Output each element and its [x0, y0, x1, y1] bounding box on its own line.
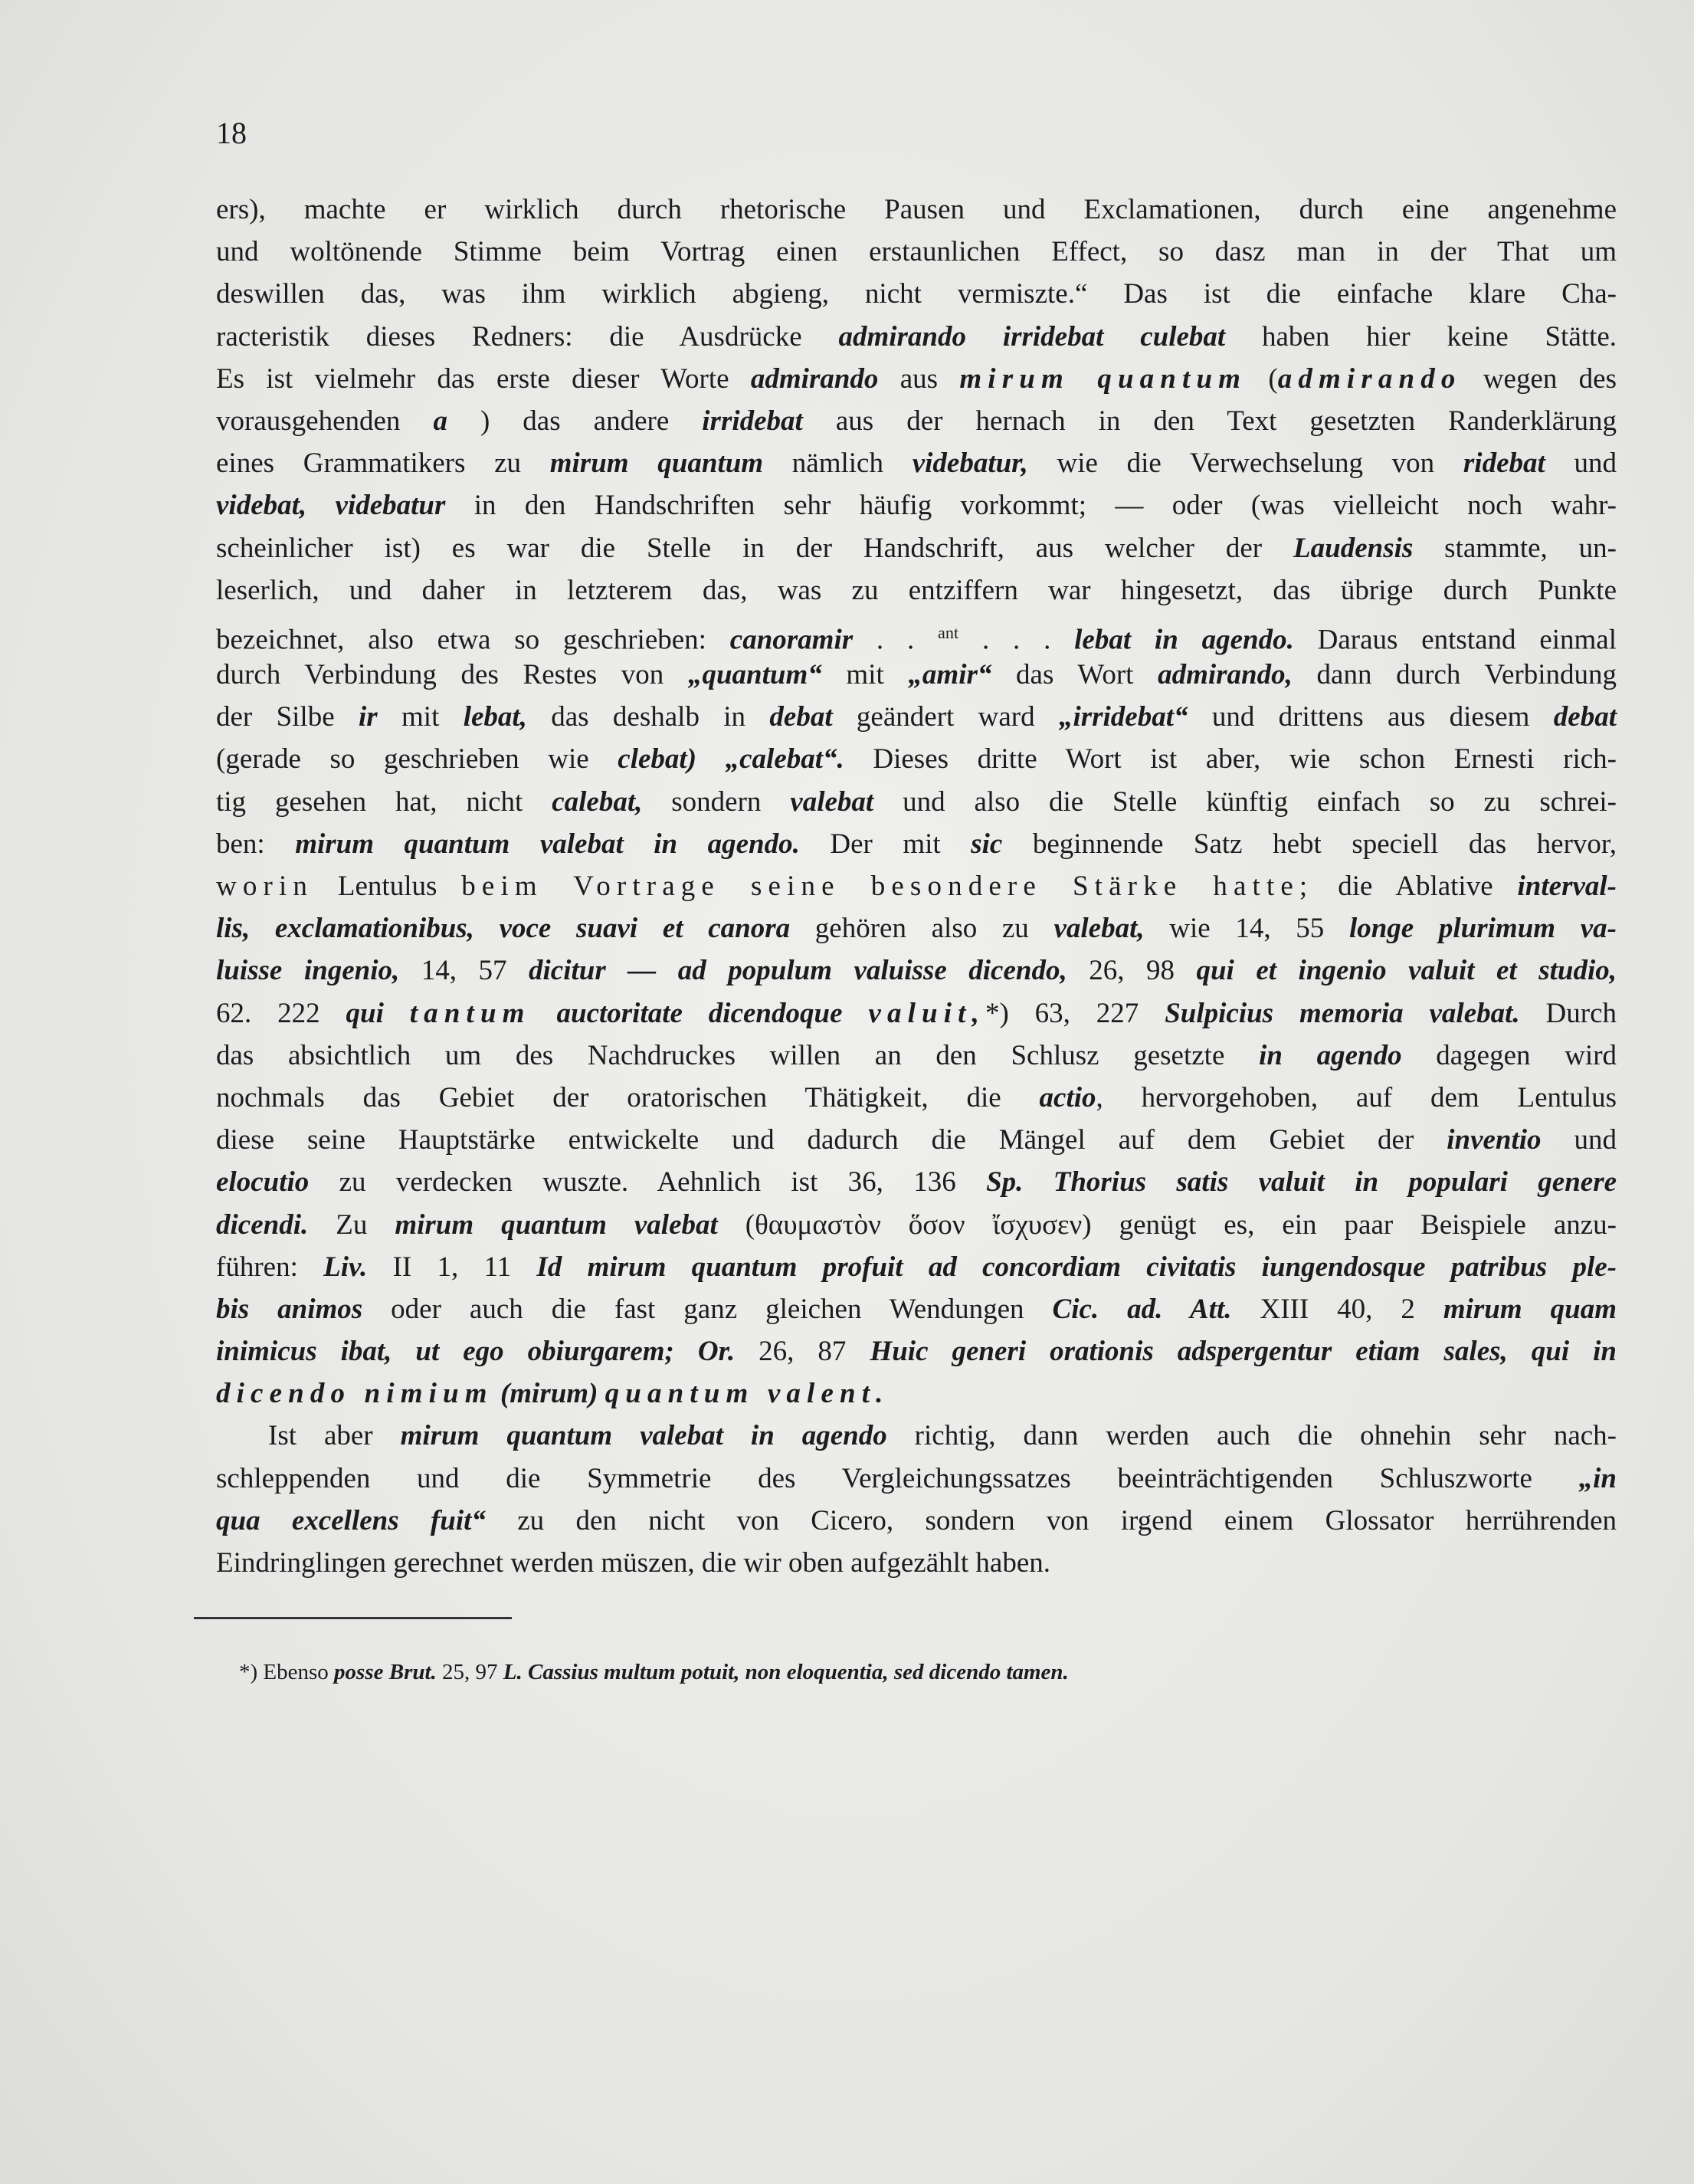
- italic-text-run: Or.: [697, 1336, 736, 1368]
- italic-text-run: debat: [1553, 701, 1617, 733]
- text-run: bezeichnet, also etwa so geschrieben:: [216, 624, 730, 656]
- italic-text-run: ir: [358, 701, 378, 733]
- text-run: (θαυμαστὸν ὅσον ἴσχυσεν) genügt es, ein paar Beispiele anzu-: [717, 1208, 1617, 1241]
- italic-text-run: a: [433, 405, 447, 437]
- text-run: schleppenden und die Symmetrie des Vergleichungssatzes beeinträchtigenden Schluszworte: [216, 1462, 1579, 1494]
- text-run: wie die Verwechselung von: [1027, 448, 1463, 480]
- text-run: . .: [853, 624, 939, 656]
- text-run: ant: [938, 622, 959, 642]
- text-run: und drittens aus diesem: [1188, 701, 1554, 733]
- text-run: leserlich, und daher in letzterem das, was zu entziffern war hingesetzt, das übrige durch Punkte: [216, 574, 1617, 606]
- text-run: Der mit: [799, 828, 972, 860]
- text-run: deswillen das, was ihm wirklich abgieng, nicht vermiszte.“ Das ist die einfache klare Cha-: [216, 278, 1617, 310]
- text-line: [216, 1330, 1617, 1372]
- text-line: [216, 949, 1617, 992]
- italic-text-run: luisse ingenio,: [216, 955, 400, 987]
- text-run: und: [1541, 1124, 1617, 1156]
- text-run: Zu: [308, 1208, 395, 1241]
- text-run: mit: [377, 701, 464, 733]
- italic-text-run: sic: [971, 828, 1003, 860]
- text-line: [216, 484, 1617, 526]
- text-run: [696, 743, 726, 775]
- text-run: und woltönende Stimme beim Vortrag einen erstaunlichen Effect, so dasz man in der That um: [216, 236, 1617, 268]
- text-line: [216, 189, 1617, 231]
- italic-text-run: quantum valent.: [605, 1378, 890, 1410]
- text-run: das Wort: [991, 659, 1158, 691]
- text-run: ers), machte er wirklich durch rhetorische Pausen und Exclamationen, durch eine angenehme: [216, 194, 1617, 225]
- italic-text-run: lebat in agendo.: [1074, 624, 1294, 656]
- italic-text-run: valuit,: [868, 997, 985, 1029]
- italic-text-run: mirum quantum: [959, 362, 1247, 395]
- text-run: Ist aber: [268, 1420, 401, 1452]
- italic-text-run: Sp. Thorius satis valuit in populari genere: [986, 1166, 1617, 1199]
- text-run: 26, 87: [735, 1336, 870, 1368]
- italic-text-run: mirum quantum valebat in agendo: [400, 1420, 887, 1452]
- text-run: das deshalb in: [526, 701, 770, 733]
- text-run: vorausgehenden: [216, 405, 434, 437]
- italic-text-run: lebat,: [463, 701, 527, 733]
- text-run: oder auch die fast ganz gleichen Wendungen: [362, 1293, 1053, 1325]
- text-run: richtig, dann werden auch die ohnehin sehr nach-: [886, 1420, 1617, 1452]
- italic-text-run: longe plurimum va-: [1348, 913, 1617, 945]
- italic-text-run: ridebat: [1463, 448, 1545, 480]
- italic-text-run: videbat, videbatur: [216, 490, 446, 522]
- text-line: [216, 527, 1617, 569]
- italic-text-run: „calebat“.: [725, 743, 844, 776]
- text-line: [216, 865, 1617, 907]
- italic-text-run: Cic. ad. Att.: [1052, 1293, 1232, 1325]
- italic-text-run: admirando: [750, 362, 879, 395]
- text-run: Durch: [1519, 997, 1617, 1029]
- italic-text-run: auctoritate dicendoque: [530, 997, 869, 1029]
- text-line: [216, 654, 1617, 696]
- text-line: [216, 1415, 1617, 1457]
- italic-text-run: qui et ingenio valuit et studio,: [1196, 955, 1617, 987]
- italic-text-run: Id mirum quantum profuit ad concordiam civitatis iungendosque patribus ple-: [536, 1251, 1617, 1283]
- text-line: [216, 400, 1617, 442]
- text-run: racteristik dieses Redners: die Ausdrücke: [216, 320, 839, 353]
- text-line: [216, 992, 1617, 1035]
- text-run: ben:: [216, 828, 296, 860]
- text-line: [216, 442, 1617, 484]
- text-run: Dieses dritte Wort ist aber, wie schon Ernesti rich-: [844, 743, 1617, 776]
- text-run: Lentulus: [313, 871, 462, 902]
- main-text: [216, 189, 1617, 1584]
- text-line: [216, 1077, 1617, 1119]
- text-run: geändert ward: [832, 701, 1059, 733]
- text-line: [216, 696, 1617, 738]
- italic-text-run: mirum quantum valebat: [395, 1208, 718, 1241]
- text-run: eines Grammatikers zu: [216, 448, 550, 480]
- italic-text-run: L. Cassius multum potuit, non eloquentia, sed dicendo tamen.: [503, 1660, 1069, 1684]
- text-line: [216, 1035, 1617, 1077]
- text-line: [216, 612, 1617, 654]
- footnote-divider: [194, 1617, 512, 1619]
- italic-text-run: dicendo nimium: [216, 1378, 493, 1410]
- italic-text-run: interval-: [1517, 871, 1617, 902]
- text-run: das absichtlich um des Nachdruckes willen an den Schlusz gesetzte: [216, 1039, 1260, 1071]
- text-run: und also die Stelle künftig einfach so zu schrei-: [873, 785, 1617, 818]
- italic-text-run: calebat,: [552, 785, 643, 818]
- text-run: die Ablative: [1313, 871, 1518, 902]
- text-run: aus der hernach in den Text gesetzten Randerklärung: [802, 405, 1617, 437]
- text-run: wegen des: [1461, 362, 1617, 395]
- text-run: *) Ebenso: [239, 1660, 335, 1684]
- italic-text-run: mirum quantum: [549, 448, 764, 480]
- text-line: [216, 1500, 1617, 1542]
- text-run: und: [1545, 448, 1617, 480]
- text-line: [216, 1119, 1617, 1161]
- italic-text-run: admirando irridebat culebat: [838, 320, 1226, 353]
- text-run: II 1, 11: [367, 1251, 537, 1283]
- text-line: [216, 781, 1617, 823]
- text-run: wie 14, 55: [1144, 913, 1349, 945]
- text-run: dagegen wird: [1401, 1039, 1617, 1071]
- text-run: gehören also zu: [790, 913, 1054, 945]
- italic-text-run: Laudensis: [1293, 532, 1414, 564]
- italic-text-run: actio: [1039, 1081, 1096, 1113]
- text-run: . . .: [958, 624, 1075, 656]
- text-line: [216, 273, 1617, 315]
- italic-text-run: Liv.: [323, 1251, 368, 1283]
- italic-text-run: „quantum“: [687, 659, 822, 691]
- text-run: stammte, un-: [1413, 532, 1617, 564]
- italic-text-run: posse Brut.: [334, 1660, 437, 1684]
- text-run: worin: [216, 871, 314, 902]
- text-run: sondern: [642, 785, 791, 818]
- italic-text-run: Huic generi orationis adspergentur etiam sales, qui in: [870, 1336, 1617, 1368]
- text-run: [674, 1336, 698, 1367]
- italic-text-run: admirando,: [1158, 659, 1293, 691]
- page-number: 18: [216, 116, 247, 150]
- italic-text-run: Sulpicius memoria valebat.: [1165, 997, 1520, 1029]
- italic-text-run: qui: [346, 997, 410, 1029]
- italic-text-run: inventio: [1447, 1124, 1542, 1156]
- italic-text-run: mirum: [510, 1378, 589, 1410]
- italic-text-run: elocutio: [216, 1166, 310, 1199]
- text-run: zu verdecken wuszte. Aehnlich ist 36, 136: [309, 1166, 987, 1199]
- text-run: der Silbe: [216, 701, 359, 733]
- text-run: Es ist vielmehr das erste dieser Worte: [216, 362, 751, 395]
- italic-text-run: bis animos: [216, 1293, 363, 1325]
- text-line: [216, 316, 1617, 358]
- text-run: beginnende Satz hebt speciell das hervor,: [1002, 828, 1617, 860]
- text-line: [216, 231, 1617, 273]
- italic-text-run: inimicus ibat, ut ego obiurgarem;: [216, 1336, 674, 1368]
- italic-text-run: in agendo: [1259, 1039, 1402, 1071]
- footnote: [239, 1657, 1069, 1687]
- text-line: [216, 1372, 1617, 1415]
- text-run: mit: [821, 659, 909, 691]
- italic-text-run: ): [588, 1378, 605, 1410]
- italic-text-run: valebat,: [1053, 913, 1145, 945]
- text-line: [216, 823, 1617, 865]
- text-run: tig gesehen hat, nicht: [216, 785, 552, 818]
- italic-text-run: „irridebat“: [1058, 701, 1188, 733]
- text-run: (: [1247, 362, 1278, 395]
- italic-text-run: (: [493, 1378, 510, 1410]
- italic-text-run: mirum quam: [1443, 1293, 1617, 1325]
- text-line: [216, 1161, 1617, 1203]
- italic-text-run: videbatur,: [912, 448, 1028, 480]
- italic-text-run: valebat: [790, 785, 874, 818]
- text-run: XIII 40, 2: [1231, 1293, 1443, 1325]
- text-run: nämlich: [763, 448, 913, 480]
- text-run: nochmals das Gebiet der oratorischen Thätigkeit, die: [216, 1081, 1040, 1113]
- italic-text-run: admirando: [1277, 362, 1462, 395]
- text-run: (gerade so geschrieben wie: [216, 743, 618, 776]
- text-run: Eindringlingen gerechnet werden müszen, die wir oben aufgezählt haben.: [216, 1547, 1051, 1579]
- text-run: in den Handschriften sehr häufig vorkommt; — oder (was vielleicht noch wahr-: [445, 490, 1617, 522]
- text-run: , hervorgehoben, auf dem Lentulus: [1096, 1081, 1617, 1113]
- text-run: beim Vortrage seine besondere Stärke hatte;: [461, 871, 1314, 902]
- text-run: *) 63, 227: [985, 997, 1165, 1029]
- text-run: scheinlicher ist) es war die Stelle in der Handschrift, aus welcher der: [216, 532, 1294, 564]
- text-run: 62. 222: [216, 997, 346, 1029]
- text-run: ) das andere: [447, 405, 703, 437]
- text-run: zu den nicht von Cicero, sondern von irgend einem Glossator herrührenden: [485, 1504, 1617, 1536]
- italic-text-run: dicendi.: [216, 1208, 309, 1241]
- italic-text-run: irridebat: [702, 405, 803, 437]
- italic-text-run: qua excellens fuit“: [216, 1504, 486, 1536]
- text-run: aus: [878, 362, 960, 395]
- italic-text-run: canoramir: [729, 624, 854, 656]
- text-line: [216, 738, 1617, 780]
- italic-text-run: tantum: [409, 997, 531, 1029]
- italic-text-run: mirum quantum valebat in agendo.: [295, 828, 800, 860]
- text-run: 26, 98: [1067, 955, 1197, 987]
- text-run: dann durch Verbindung: [1292, 659, 1617, 691]
- text-run: Daraus entstand einmal: [1293, 624, 1617, 656]
- text-run: 25, 97: [436, 1660, 503, 1684]
- text-line: [216, 1542, 1617, 1584]
- italic-text-run: clebat): [618, 743, 697, 776]
- italic-text-run: dicitur — ad populum valuisse dicendo,: [529, 955, 1067, 987]
- text-run: führen:: [216, 1251, 324, 1283]
- italic-text-run: „amir“: [908, 659, 992, 691]
- text-line: [216, 1458, 1617, 1500]
- text-line: [216, 1288, 1617, 1330]
- text-line: [216, 1246, 1617, 1288]
- text-line: [216, 358, 1617, 400]
- text-line: [216, 907, 1617, 949]
- text-run: 14, 57: [399, 955, 529, 987]
- italic-text-run: „in: [1578, 1462, 1617, 1494]
- text-line: [216, 1204, 1617, 1246]
- text-run: durch Verbindung des Restes von: [216, 659, 688, 691]
- italic-text-run: lis, exclamationibus, voce suavi et canora: [216, 913, 791, 945]
- italic-text-run: debat: [769, 701, 833, 733]
- text-line: [216, 569, 1617, 612]
- text-run: haben hier keine Stätte.: [1225, 320, 1617, 353]
- text-run: diese seine Hauptstärke entwickelte und dadurch die Mängel auf dem Gebiet der: [216, 1124, 1447, 1156]
